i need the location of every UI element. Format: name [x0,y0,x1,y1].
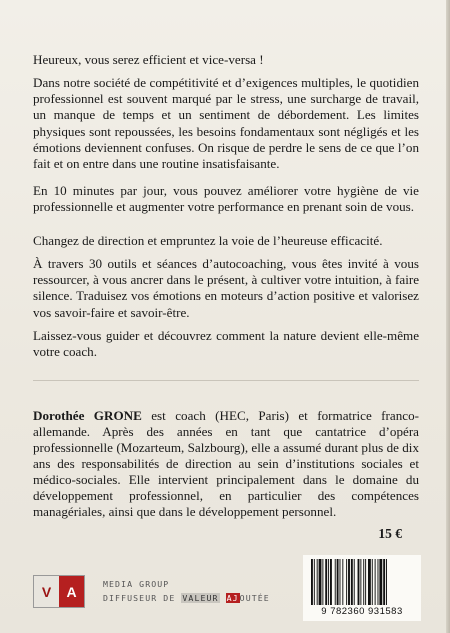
barcode-bars [309,559,415,605]
publisher-line-2-part-c [220,593,226,603]
barcode-bar [372,559,373,605]
barcode-bar [346,559,347,605]
publisher-logo [33,575,85,608]
publisher-line-2-part-e: OUTÉE [239,593,270,603]
publisher-line-2-part-a: DIFFUSEUR DE [103,593,182,603]
barcode-bar [354,559,355,605]
barcode-bar [379,559,382,605]
barcode-bar [358,559,360,605]
barcode-bar [351,559,353,605]
publisher-text [103,577,270,605]
barcode-bar [330,559,332,605]
barcode-bar [337,559,339,605]
paragraph-guide: Laissez-vous guider et découvrez comment la nature devient elle-même votre coach. [33,328,419,360]
barcode-bar [317,559,318,605]
barcode-number: 9 782360 931583 [321,606,403,617]
barcode-bar [363,559,364,605]
barcode-bar [342,559,343,605]
barcode-bar [348,559,350,605]
paragraph-promise: En 10 minutes par jour, vous pouvez améliorer votre hygiène de vie professionnelle et augmenter votre performance en prenant soin de vous. [33,183,419,215]
paragraph-tools: À travers 30 outils et séances d’autocoaching, vous êtes invité à vous ressourcer, à vous ancrer dans le présent, à cultiver votre intuition, à faire silence. Traduisez vos émotions en moteurs d’action positive et valorisez vos savoir-faire et savoir-être. [33,256,419,320]
publisher-line-1: MEDIA GROUP [103,579,170,589]
barcode-bar [335,559,336,605]
barcode-bar [378,559,379,605]
logo-letter-a: A [59,576,84,607]
author-name: Dorothée GRONE [33,408,142,423]
isbn-barcode [303,555,421,621]
page-edge [446,0,450,633]
author-bio-paragraph [33,408,419,520]
barcode-bar [383,559,385,605]
paragraph-direction: Changez de direction et empruntez la voie de l’heureuse efficacité. [33,233,383,248]
logo-letter-v: V [34,576,59,607]
publisher-line-2 [103,591,270,605]
barcode-bar [386,559,387,605]
barcode-bar [328,559,329,605]
barcode-bar [314,559,315,605]
barcode-bar [375,559,376,605]
section-divider [33,380,419,381]
publisher-line-2-part-b: VALEUR [182,593,219,603]
barcode-bar [368,559,371,605]
publisher-line-2-part-d: AJ [226,593,239,603]
barcode-bar [360,559,361,605]
barcode-bar [340,559,341,605]
barcode-bar [322,559,323,605]
barcode-bar [325,559,327,605]
barcode-bar [311,559,313,605]
barcode-bar [365,559,366,605]
paragraph-context: Dans notre société de compétitivité et d’exigences multiples, le quotidien professionnel est souvent marqué par le stress, une surcharge de travail, un manque de temps et un sentiment de débordement. Les limites physiques sont repoussées, les besoins fondamentaux sont négligés et les émotions deviennent confuses. On risque de perdre le sens de ce que l’on fait et on entre dans une routine insatisfaisante. [33,75,419,172]
author-bio: est coach (HEC, Paris) et formatrice franco-allemande. Après des années en tant que cantatrice d’opéra professionnelle (Mozarteum, Salzbourg), elle a assumé durant plus de dix ans des responsabilités de direction au sein d’institutions sociales et médico-sociales. Elle intervient principalement dans le domaine du développement professionnel, en particulier des compétences managériales, ainsi que dans le développement personnel. [33,408,419,519]
barcode-bar [319,559,322,605]
price: 15 € [378,526,402,541]
tagline: Heureux, vous serez efficient et vice-versa ! [33,52,264,67]
